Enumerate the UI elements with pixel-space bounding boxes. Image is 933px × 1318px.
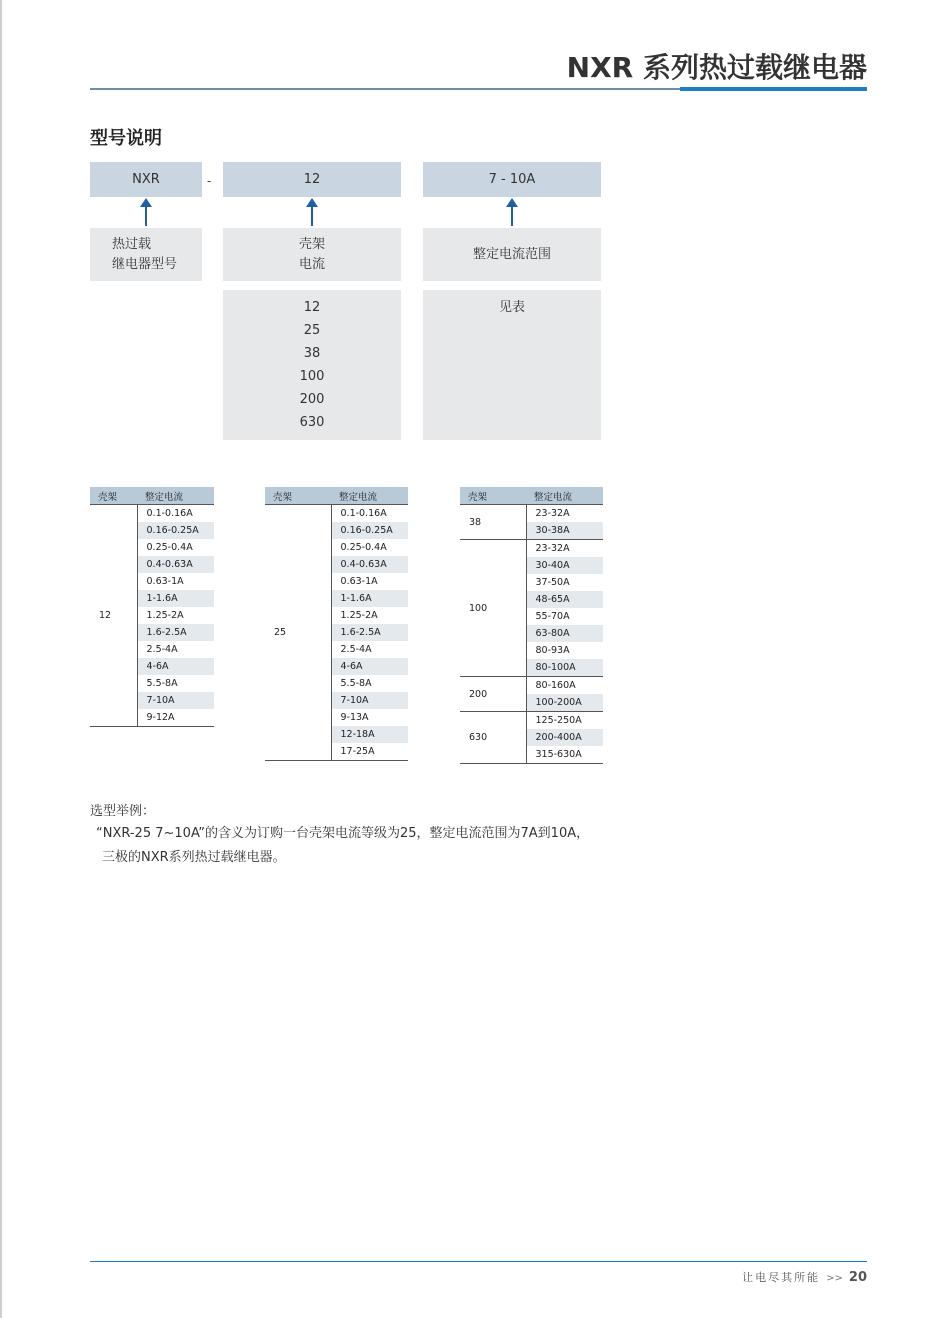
table-cell: 1.25-2A xyxy=(146,610,184,621)
table-cell: 80-100A xyxy=(526,659,603,677)
header-rule-accent xyxy=(680,87,867,91)
desc-line: 电流 xyxy=(298,256,325,272)
arrow-up-icon xyxy=(511,206,513,226)
arrow-up-icon xyxy=(145,206,147,226)
table-cell: 7-10A xyxy=(137,692,214,709)
table-cell: 0.4-0.63A xyxy=(137,556,214,573)
desc-setting-range xyxy=(423,228,601,281)
table-header: 整定电流 xyxy=(331,487,408,505)
table-cell: 55-70A xyxy=(535,611,570,622)
table-header: 整定电流 xyxy=(526,487,603,505)
table-header: 壳架 xyxy=(90,487,137,505)
spec-table-frame-12 xyxy=(90,487,214,727)
table-cell: 0.63-1A xyxy=(146,576,184,587)
table-cell: 0.16-0.25A xyxy=(137,522,214,539)
table-cell: 1-1.6A xyxy=(331,590,408,607)
model-box-range: 7 - 10A xyxy=(423,162,601,197)
frame-option: 38 xyxy=(303,346,321,361)
table-cell: 0.1-0.16A xyxy=(146,508,193,519)
table-cell: 7-10A xyxy=(331,692,408,709)
desc-line: 壳架 xyxy=(298,236,325,252)
table-cell: 63-80A xyxy=(526,625,603,642)
table-cell: 48-65A xyxy=(526,591,603,608)
header-rule xyxy=(90,88,680,90)
section-title: 型号说明 xyxy=(90,128,162,149)
table-cell: 4-6A xyxy=(331,658,408,675)
table-cell: 0.16-0.25A xyxy=(331,522,408,539)
table-cell: 30-40A xyxy=(526,557,603,574)
example-label: 选型举例： xyxy=(90,804,156,819)
desc-line: 继电器型号 xyxy=(112,257,178,272)
table-cell: 12-18A xyxy=(331,726,408,743)
desc-relay-type xyxy=(90,228,202,281)
table-header: 壳架 xyxy=(460,487,526,505)
table-cell: 0.1-0.16A xyxy=(340,508,387,519)
frame-option: 200 xyxy=(299,392,325,407)
table-cell: 23-32A xyxy=(535,543,570,554)
model-box-frame: 12 xyxy=(223,162,401,197)
table-cell: 1-1.6A xyxy=(137,590,214,607)
frame-option: 25 xyxy=(303,323,321,338)
footer-slogan: 让电尽其所能 xyxy=(742,1271,821,1284)
frame-cell: 630 xyxy=(460,712,526,764)
table-cell: 5.5-8A xyxy=(146,678,178,689)
page-title: NXR 系列热过载继电器 xyxy=(566,51,867,84)
table-cell: 37-50A xyxy=(535,577,570,588)
model-box-type: NXR xyxy=(90,162,202,197)
frame-cell: 100 xyxy=(460,540,526,677)
frame-cell: 12 xyxy=(90,505,137,727)
table-cell: 1.6-2.5A xyxy=(137,624,214,641)
frame-option: 100 xyxy=(299,369,325,384)
frame-option: 12 xyxy=(303,300,321,315)
frame-cell: 38 xyxy=(460,505,526,540)
chevron-right-icon: >> xyxy=(826,1273,843,1284)
table-header: 壳架 xyxy=(265,487,331,505)
table-cell: 80-160A xyxy=(535,680,576,691)
footer xyxy=(742,1269,867,1285)
desc-line: 热过载 xyxy=(112,237,152,252)
table-cell: 17-25A xyxy=(331,743,408,761)
table-cell: 80-93A xyxy=(535,645,570,656)
page-number: 20 xyxy=(848,1270,867,1285)
frame-options-list xyxy=(223,290,401,440)
table-cell: 100-200A xyxy=(526,694,603,712)
table-cell: 0.4-0.63A xyxy=(331,556,408,573)
table-cell: 315-630A xyxy=(526,746,603,764)
desc-line: 整定电流范围 xyxy=(472,246,551,262)
table-cell: 0.63-1A xyxy=(340,576,378,587)
page-edge-rule xyxy=(0,0,2,1318)
table-cell: 2.5-4A xyxy=(340,644,372,655)
table-cell: 125-250A xyxy=(535,715,582,726)
table-cell: 30-38A xyxy=(526,522,603,540)
table-cell: 1.25-2A xyxy=(340,610,378,621)
see-table-text: 见表 xyxy=(498,300,525,315)
footer-rule xyxy=(90,1261,867,1262)
table-cell: 23-32A xyxy=(535,508,570,519)
table-cell: 200-400A xyxy=(526,729,603,746)
table-cell: 4-6A xyxy=(137,658,214,675)
model-separator: - xyxy=(207,174,212,188)
frame-option: 630 xyxy=(299,415,325,430)
table-cell: 9-13A xyxy=(340,712,369,723)
table-cell: 0.25-0.4A xyxy=(340,542,387,553)
frame-cell: 200 xyxy=(460,677,526,712)
see-table-box xyxy=(423,290,601,440)
example-line: 三极的NXR系列热过载继电器。 xyxy=(102,850,286,865)
table-cell: 2.5-4A xyxy=(146,644,178,655)
table-cell: 5.5-8A xyxy=(340,678,372,689)
example-line: “NXR-25 7~10A”的含义为订购一台壳架电流等级为25，整定电流范围为7A到10A， xyxy=(96,826,590,841)
spec-table-large-frames xyxy=(460,487,603,764)
table-cell: 0.25-0.4A xyxy=(146,542,193,553)
table-cell: 1.6-2.5A xyxy=(331,624,408,641)
table-cell: 9-12A xyxy=(137,709,214,727)
spec-table-frame-25 xyxy=(265,487,408,761)
desc-frame-current xyxy=(223,228,401,281)
table-header: 整定电流 xyxy=(137,487,214,505)
arrow-up-icon xyxy=(311,206,313,226)
frame-cell: 25 xyxy=(265,505,331,761)
